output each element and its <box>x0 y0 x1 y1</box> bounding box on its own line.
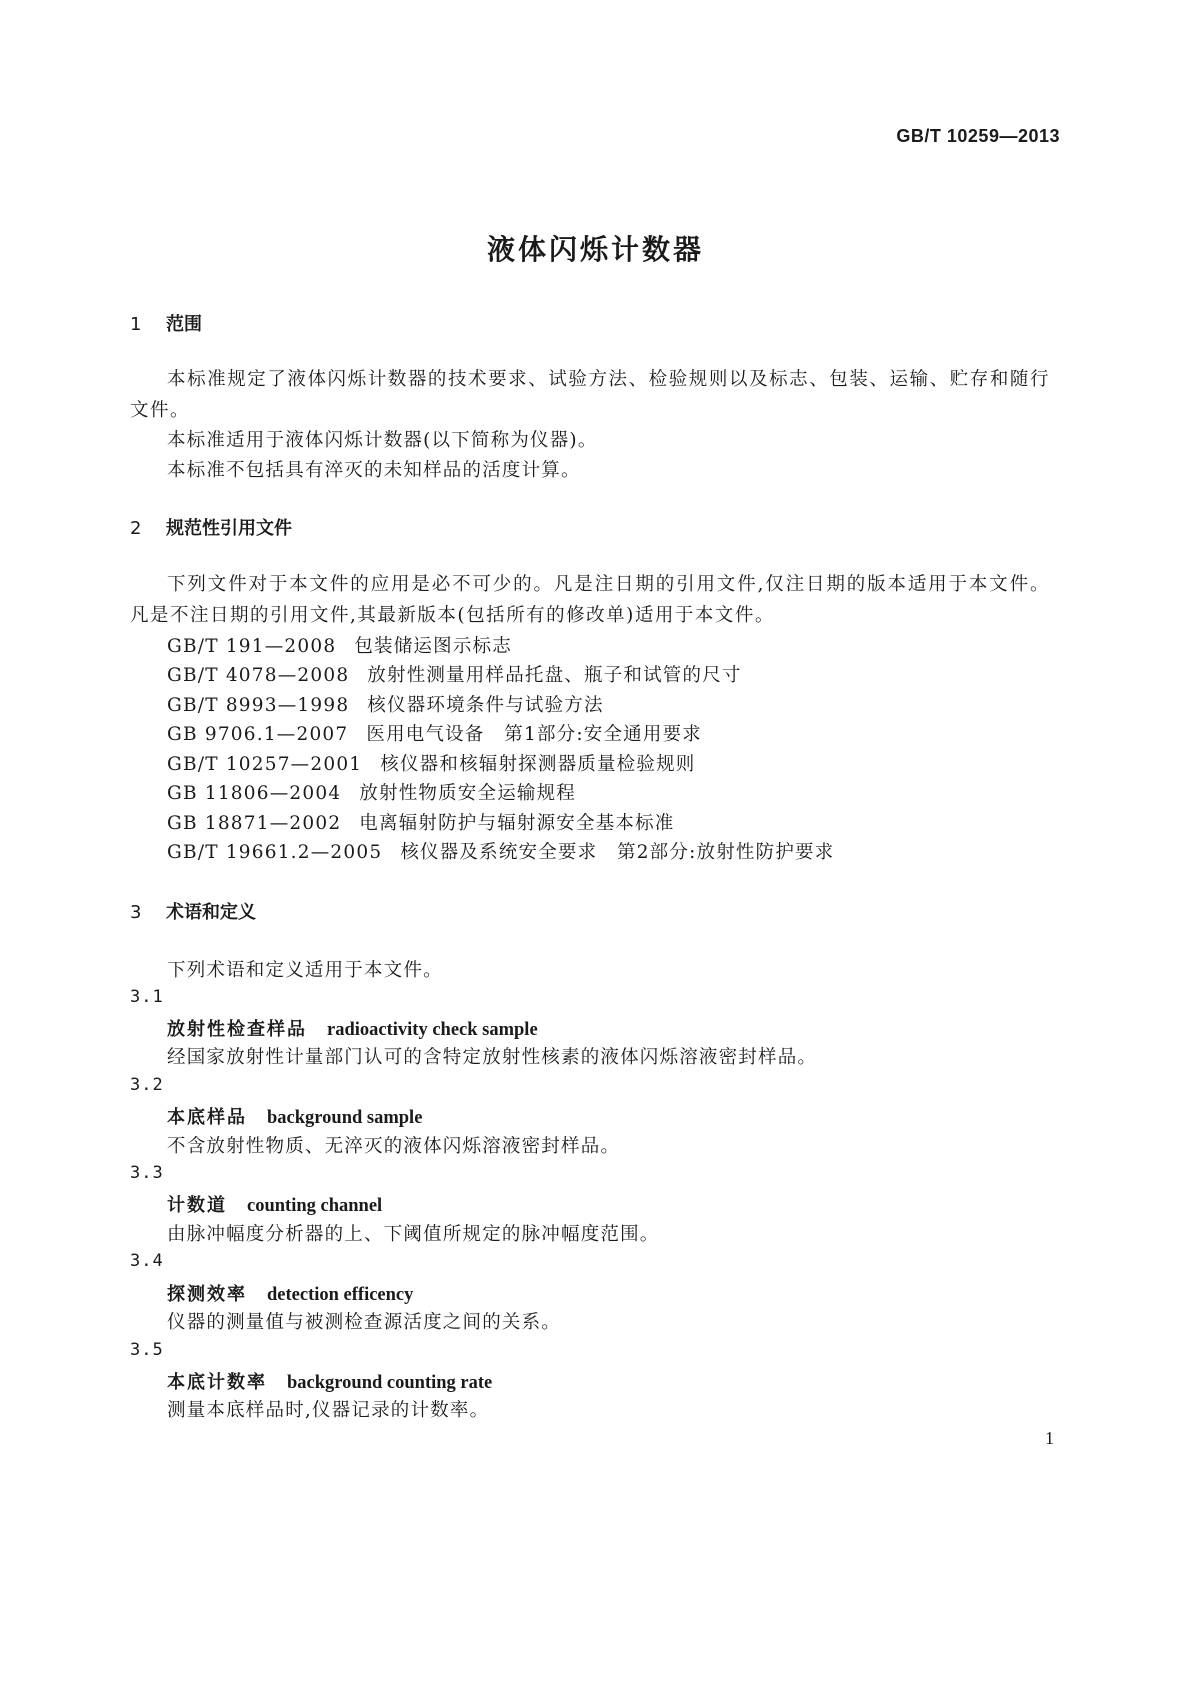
term-en: detection efficency <box>267 1285 414 1305</box>
paragraph: 本标准不包括具有淬灭的未知样品的活度计算。 <box>167 460 581 481</box>
reference-title: 核仪器及系统安全要求 第2部分:放射性防护要求 <box>400 842 835 863</box>
reference-code: GB 11806—2004 <box>167 783 342 804</box>
standard-code: GB/T 10259—2013 <box>896 126 1060 146</box>
section-heading-scope <box>130 310 202 336</box>
section-heading-terms-and-definitions <box>130 898 256 924</box>
term-zh: 本底样品 <box>167 1107 247 1128</box>
reference-title: 电离辐射防护与辐射源安全基本标准 <box>359 813 675 834</box>
term-definition: 经国家放射性计量部门认可的含特定放射性核素的液体闪烁溶液密封样品。 <box>167 1047 818 1068</box>
reference-item <box>167 838 834 864</box>
reference-code: GB 9706.1—2007 <box>167 724 349 745</box>
term-number: 3.4 <box>130 1251 164 1271</box>
term-zh: 探测效率 <box>167 1284 247 1305</box>
term-number: 3.2 <box>130 1075 164 1095</box>
reference-code: GB/T 10257—2001 <box>167 754 363 775</box>
term-heading <box>167 1368 492 1394</box>
term-heading <box>167 1280 413 1306</box>
term-definition: 由脉冲幅度分析器的上、下阈值所规定的脉冲幅度范围。 <box>167 1224 660 1245</box>
section-title: 规范性引用文件 <box>166 518 292 539</box>
reference-item <box>167 779 576 805</box>
section-heading-normative-references <box>130 514 292 540</box>
term-en: counting channel <box>247 1196 383 1216</box>
term-number: 3.3 <box>130 1163 164 1183</box>
reference-item <box>167 691 604 717</box>
term-definition: 不含放射性物质、无淬灭的液体闪烁溶液密封样品。 <box>167 1136 621 1157</box>
reference-code: GB/T 191—2008 <box>167 636 337 657</box>
reference-code: GB/T 4078—2008 <box>167 665 350 686</box>
section-title: 术语和定义 <box>166 902 256 923</box>
reference-title: 核仪器和核辐射探测器质量检验规则 <box>380 754 696 775</box>
term-en: background sample <box>267 1108 423 1128</box>
reference-item <box>167 632 512 658</box>
section-title: 范围 <box>166 314 202 335</box>
section-number: 1 <box>130 314 142 335</box>
reference-item <box>167 809 675 835</box>
term-en: radioactivity check sample <box>327 1020 538 1040</box>
term-heading <box>167 1015 538 1041</box>
term-heading <box>167 1103 422 1129</box>
section-number: 3 <box>130 902 142 923</box>
paragraph: 本标准规定了液体闪烁计数器的技术要求、试验方法、检验规则以及标志、包装、运输、贮存和随行文件。 <box>130 369 1050 421</box>
term-zh: 计数道 <box>167 1195 227 1216</box>
reference-title: 医用电气设备 第1部分:安全通用要求 <box>366 724 702 745</box>
reference-item <box>167 750 695 776</box>
reference-item <box>167 720 702 746</box>
term-definition: 仪器的测量值与被测检查源活度之间的关系。 <box>167 1312 562 1333</box>
page-number: 1 <box>1045 1428 1054 1448</box>
term-en: background counting rate <box>287 1373 493 1393</box>
term-zh: 本底计数率 <box>167 1372 267 1393</box>
term-zh: 放射性检查样品 <box>167 1019 307 1040</box>
paragraph: 本标准适用于液体闪烁计数器(以下简称为仪器)。 <box>167 430 598 451</box>
reference-code: GB/T 19661.2—2005 <box>167 842 383 863</box>
paragraph: 下列文件对于本文件的应用是必不可少的。凡是注日期的引用文件,仅注日期的版本适用于本文件。凡是不注日期的引用文件,其最新版本(包括所有的修改单)适用于本文件。 <box>130 574 1050 626</box>
section-intro: 下列术语和定义适用于本文件。 <box>167 960 443 981</box>
reference-code: GB/T 8993—1998 <box>167 695 350 716</box>
section-number: 2 <box>130 518 142 539</box>
term-definition: 测量本底样品时,仪器记录的计数率。 <box>167 1400 490 1421</box>
reference-item <box>167 661 742 687</box>
term-heading <box>167 1191 382 1217</box>
reference-title: 放射性物质安全运输规程 <box>359 783 576 804</box>
reference-title: 核仪器环境条件与试验方法 <box>367 695 604 716</box>
reference-code: GB 18871—2002 <box>167 813 342 834</box>
reference-title: 放射性测量用样品托盘、瓶子和试管的尺寸 <box>367 665 742 686</box>
term-number: 3.1 <box>130 987 164 1007</box>
term-number: 3.5 <box>130 1340 164 1360</box>
document-title: 液体闪烁计数器 <box>486 233 704 266</box>
reference-title: 包装储运图示标志 <box>354 636 512 657</box>
